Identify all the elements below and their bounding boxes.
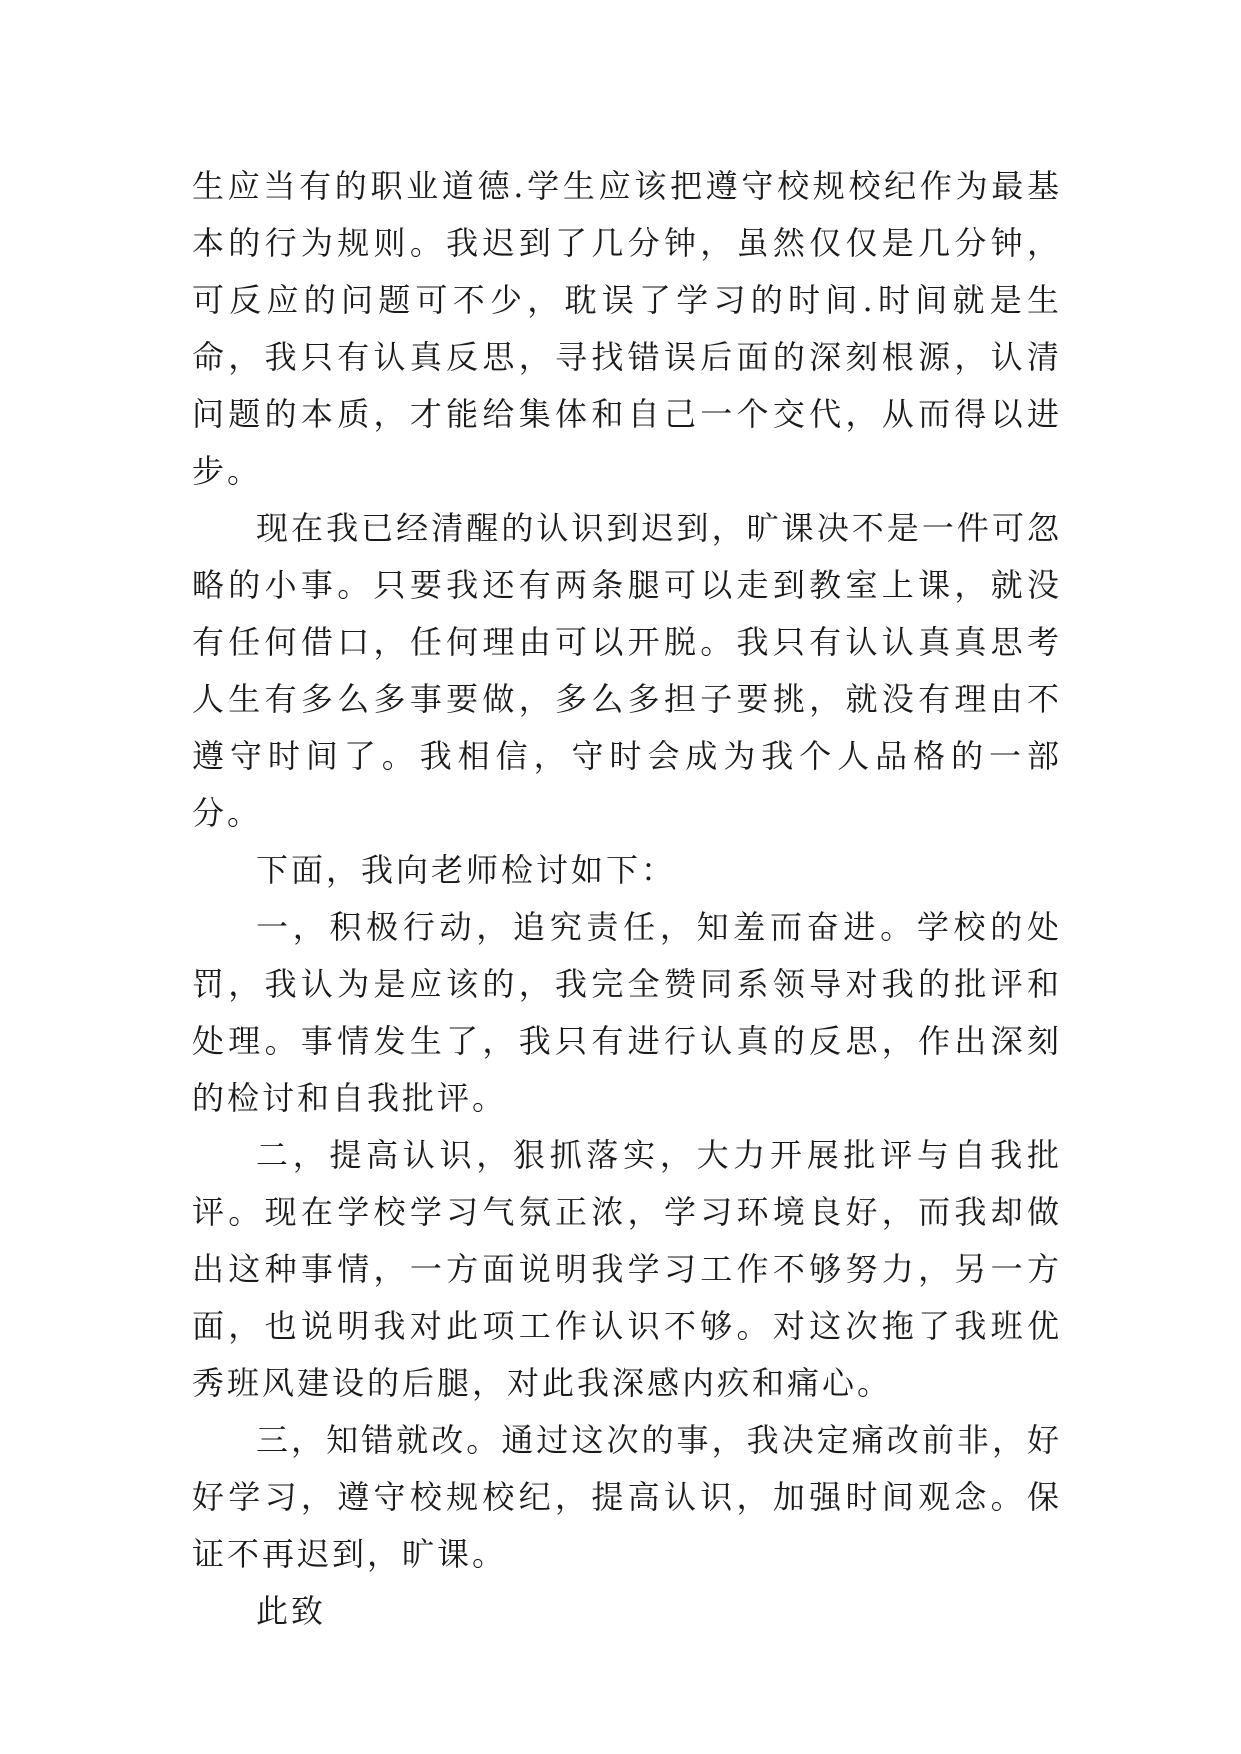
paragraph-2: 现在我已经清醒的认识到迟到，旷课决不是一件可忽略的小事。只要我还有两条腿可以走到教室上课，就没有任何借口，任何理由可以开脱。我只有认认真真思考人生有多么多事要做，多么多担子要挑，就没有理由不遵守时间了。我相信，守时会成为我个人品格的一部分。: [192, 509, 1062, 832]
document-body: [192, 158, 1062, 1640]
paragraph-1: 生应当有的职业道德.学生应该把遵守校规校纪作为最基本的行为规则。我迟到了几分钟，虽然仅仅是几分钟，可反应的问题可不少，耽误了学习的时间.时间就是生命，我只有认真反思，寻找错误后面的深刻根源，认清问题的本质，才能给集体和自己一个交代，从而得以进步。: [192, 167, 1062, 490]
paragraph-4: 一，积极行动，追究责任，知羞而奋进。学校的处罚，我认为是应该的，我完全赞同系领导对我的批评和处理。事情发生了，我只有进行认真的反思，作出深刻的检讨和自我批评。: [192, 908, 1062, 1117]
paragraph-5: 二，提高认识，狠抓落实，大力开展批评与自我批评。现在学校学习气氛正浓，学习环境良好，而我却做出这种事情，一方面说明我学习工作不够努力，另一方面，也说明我对此项工作认识不够。对这次拖了我班优秀班风建设的后腿，对此我深感内疚和痛心。: [192, 1136, 1062, 1402]
paragraph-3: 下面，我向老师检讨如下：: [256, 851, 677, 889]
paragraph-6: 三，知错就改。通过这次的事，我决定痛改前非，好好学习，遵守校规校纪，提高认识，加强时间观念。保证不再迟到，旷课。: [192, 1421, 1062, 1573]
closing-salutation: 此致: [256, 1592, 327, 1630]
